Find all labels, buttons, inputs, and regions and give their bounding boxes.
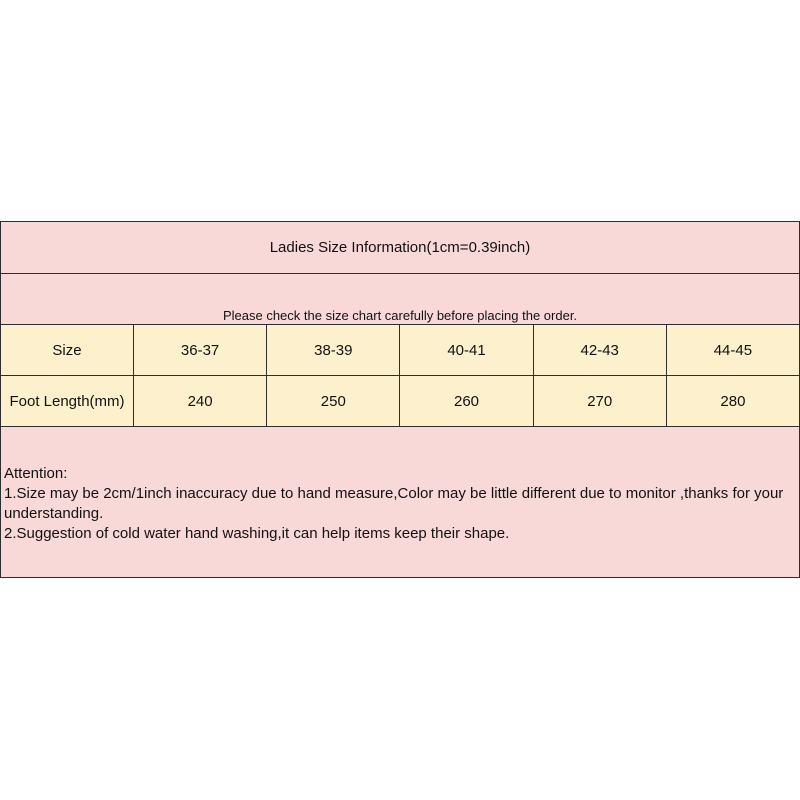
- table-cell: 42-43: [534, 325, 667, 375]
- table-cell: 36-37: [134, 325, 267, 375]
- title-band: [1, 221, 799, 273]
- note-item: 1.Size may be 2cm/1inch inaccuracy due to hand measure,Color may be little different due to monitor ,thanks for your understanding.: [4, 485, 784, 522]
- table-cell: 240: [134, 376, 267, 426]
- row-header-foot-length: Foot Length(mm): [1, 376, 134, 426]
- table-cell: 40-41: [400, 325, 533, 375]
- table-cell: 38-39: [267, 325, 400, 375]
- attention-heading: Attention:: [4, 465, 68, 482]
- table-cell: 270: [534, 376, 667, 426]
- chart-title: Ladies Size Information(1cm=0.39inch): [269, 239, 531, 256]
- table-row: [1, 324, 799, 375]
- table-cell: 250: [267, 376, 400, 426]
- attention-notes: [1, 426, 799, 578]
- table-cell: 260: [400, 376, 533, 426]
- order-notice: Please check the size chart carefully before placing the order.: [222, 308, 578, 323]
- size-chart: [0, 221, 800, 578]
- table-cell: 280: [720, 392, 746, 410]
- table-cell: 44-45: [713, 341, 753, 359]
- table-row: [1, 375, 799, 426]
- row-header-size: Size: [1, 325, 134, 375]
- notice-band: [1, 273, 799, 324]
- note-item: 2.Suggestion of cold water hand washing,it can help items keep their shape.: [4, 525, 510, 542]
